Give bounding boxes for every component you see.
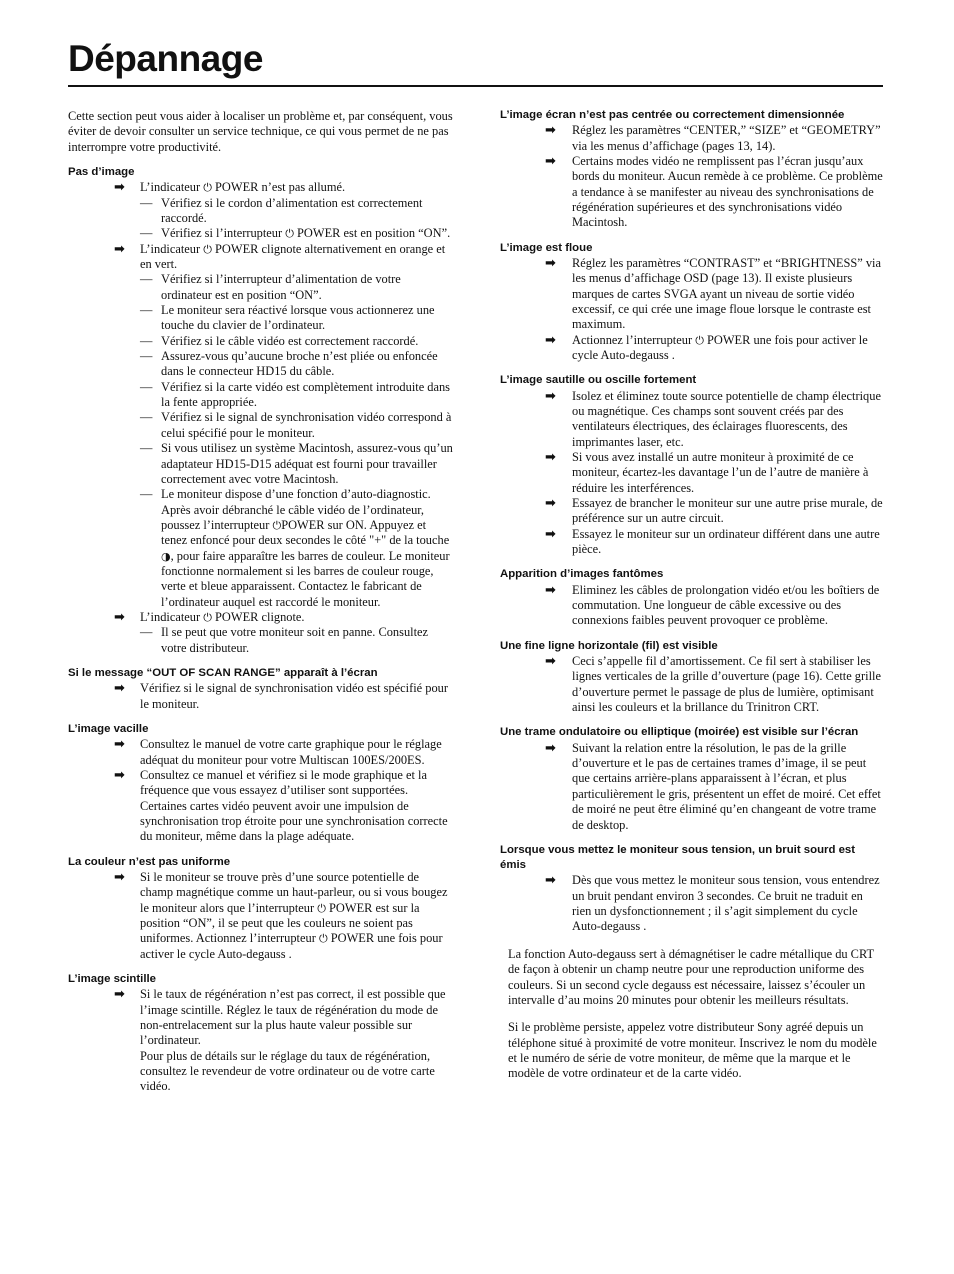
bullet: ➡ Vérifiez si le signal de synchronisation vidéo est spécifié pour le moniteur. (114, 681, 448, 711)
page-title: Dépannage (68, 38, 263, 79)
bullet: ➡ Consultez le manuel de votre carte graphique pour le réglage adéquat du moniteur pour votre Multiscan 100ES/200ES. (114, 737, 442, 767)
degauss-note: La fonction Auto-degauss sert à démagnétiser le cadre métallique du CRT de façon à obtenir un champ neutre pour une reproduction uniforme des couleurs. Si un second cycle degauss est nécessaire, laissez s’écouler un intervalle d’au moins 20 minutes pour obtenir les meilleurs résultats. (508, 946, 874, 1007)
section-damper-wire (500, 639, 884, 716)
bullet: ➡ Si le taux de régénération n’est pas correct, il est possible que l’image scintille. Réglez le taux de régénération du mode de non-entrelacement sur la plus haute valeur possible sur l’ordinateur. (114, 987, 446, 1048)
arrow-right-icon: ➡ (545, 388, 556, 404)
half-circle-icon: ◑ (161, 549, 171, 563)
bullet: ➡ Dès que vous mettez le moniteur sous tension, vous entendrez un bruit pendant environ 3 secondes. Ce bruit ne traduit en rien un dysfonctionnement ; il s’agit simplement du cycle Auto-degauss . (545, 873, 880, 934)
section-heading: Si le message “OUT OF SCAN RANGE” apparaît à l’écran (68, 666, 378, 679)
arrow-right-icon: ➡ (545, 496, 556, 512)
arrow-right-icon: ➡ (545, 740, 556, 756)
contact-note: Si le problème persiste, appelez votre distributeur Sony agréé depuis un téléphone situé à proximité de votre moniteur. Inscrivez le nom du modèle et le numéro de série de votre moniteur, de même que la marque et le modèle de votre ordinateur et de la carte vidéo. (508, 1020, 877, 1081)
bullet: ➡ L’indicateur ⏻ POWER clignote alternativement en orange et en vert. (114, 241, 446, 272)
section-moire (500, 725, 884, 832)
section-heading: Une fine ligne horizontale (fil) est visible (500, 639, 718, 652)
left-column (68, 108, 453, 1095)
section-heading: L’image scintille (68, 973, 156, 986)
arrow-right-icon: ➡ (545, 582, 556, 598)
power-icon: ⏻ (695, 333, 704, 347)
sub-bullet: — Vérifiez si le cordon d’alimentation est correctement raccordé. (140, 195, 423, 226)
bullet: ➡ Consultez ce manuel et vérifiez si le mode graphique et la fréquence que vous essayez d’utiliser sont supportées. Certaines cartes vidéo peuvent avoir une impulsion de synchronisation trop étroite pour une synchronisation correcte du moniteur, même dans la plage adéquate. (114, 767, 448, 844)
arrow-right-icon: ➡ (545, 450, 556, 466)
section-image-flicker (68, 722, 453, 845)
intro-paragraph: Cette section peut vous aider à localiser un problème et, par conséquent, vous éviter de devoir consulter un service technique, ce qui vous permet de ne pas interrompre votre productivité. (68, 109, 453, 154)
power-icon: ⏻ (203, 181, 212, 195)
bullet: ➡ Eliminez les câbles de prolongation vidéo et/ou les boîtiers de commutation. Une longueur de câble excessive ou des connexions faibles peuvent provoquer ce problème. (545, 582, 880, 628)
section-jitter (500, 373, 884, 557)
section-out-of-scan-range (68, 666, 453, 712)
sub-bullet: — Vérifiez si l’interrupteur ⏻ POWER est en position “ON”. (140, 226, 451, 241)
bullet: ➡ Certains modes vidéo ne remplissent pas l’écran jusqu’aux bords du moniteur. Aucun remède à ce problème. Ce problème a tendance à se manifester au niveau des synchronisations de régénération supérieures et des synchronisations vidéo Macintosh. (545, 153, 883, 230)
bullet: ➡ Réglez les paramètres “CENTER,” “SIZE” et “GEOMETRY” via les menus d’affichage (pages 13, 14). (545, 123, 881, 153)
bullet: ➡ Si le moniteur se trouve près d’une source potentielle de champ magnétique comme un haut-parleur, ou si vous bougez le moniteur alors que l’interrupteur ⏻ POWER est sur la position “ON”, il se peut que les couleurs ne soient pas uniformes. Actionnez l’interrupteur ⏻ POWER une fois pour activer le cycle Auto-degauss . (114, 869, 448, 961)
bullet: ➡ L’indicateur ⏻ POWER n’est pas allumé. (114, 180, 346, 196)
arrow-right-icon: ➡ (114, 869, 125, 885)
sub-bullet: — Le moniteur dispose d’une fonction d’auto-diagnostic. Après avoir débranché le câble vidéo de l’ordinateur, poussez l’interrupteur ⏻POWER sur ON. Appuyez et tenez enfoncé pour deux secondes le côté "+" de la touche ◑, pour faire apparaître les barres de couleur. Le moniteur fonctionne normalement si les barres de couleur rouge, verte et bleue apparaissent. Contactez le fabricant de l’ordinateur auquel est raccordé le moniteur. (140, 487, 450, 609)
section-heading: La couleur n’est pas uniforme (68, 855, 231, 868)
section-no-image (68, 165, 453, 656)
arrow-right-icon: ➡ (545, 526, 556, 542)
section-heading: L’image vacille (68, 722, 149, 735)
section-not-centered (500, 108, 884, 231)
bullet: ➡ Suivant la relation entre la résolution, le pas de la grille d’ouverture et le pas de certaines trames d’image, il se peut que certains arrière-plans apparaissent à l’écran, et plus particulièrement le gris, présentent un effet de moiré. Cet effet de moiré ne peut être éliminé qu’en changeant de votre trame de desktop. (545, 740, 881, 832)
bullet: ➡ Réglez les paramètres “CONTRAST” et “BRIGHTNESS” via les menus d’affichage OSD (page 13). Il existe plusieurs marques de cartes SVGA ayant un niveau de sortie vidéo excessif, ce qui crée une image floue lorsque le contraste est maximum. (545, 256, 881, 332)
sub-bullet: — Vérifiez si la carte vidéo est complètement introduite dans la fente appropriée. (140, 379, 451, 410)
power-icon: ⏻ (203, 242, 212, 256)
bullet: ➡ Essayez de brancher le moniteur sur une autre prise murale, de préférence sur un autre circuit. (545, 496, 883, 526)
arrow-right-icon: ➡ (545, 123, 556, 139)
bullet: ➡ Actionnez l’interrupteur ⏻ POWER une fois pour activer le cycle Auto-degauss . (545, 332, 868, 363)
bullet: ➡ Essayez le moniteur sur un ordinateur différent dans une autre pièce. (545, 526, 880, 557)
sub-bullet: — Assurez-vous qu’aucune broche n’est pliée ou enfoncée dans le connecteur HD15 du câble. (140, 349, 438, 379)
section-color-not-uniform (68, 855, 453, 962)
bullet: ➡ Isolez et éliminez toute source potentielle de champ électrique ou magnétique. Ces champs sont souvent créés par des ventilateurs électriques, des éclairages fluorescents, des imprimantes laser, etc. (545, 388, 881, 449)
section-hum-noise (500, 843, 884, 935)
title-rule (68, 85, 883, 87)
sub-bullet: — Il se peut que votre moniteur soit en panne. Consultez votre distributeur. (140, 625, 429, 655)
power-icon: ⏻ (318, 932, 328, 946)
arrow-right-icon: ➡ (545, 153, 556, 169)
arrow-right-icon: ➡ (114, 987, 125, 1003)
sub-bullet: — Vérifiez si le câble vidéo est correctement raccordé. (140, 333, 419, 348)
section-heading: Apparition d’images fantômes (500, 568, 664, 581)
arrow-right-icon: ➡ (545, 256, 556, 271)
section-blurry (500, 241, 884, 364)
bullet: ➡ Si vous avez installé un autre moniteur à proximité de ce moniteur, écartez-les davantage l’un de l’autre de manière à réduire les interférences. (545, 450, 869, 495)
arrow-right-icon: ➡ (114, 180, 125, 196)
arrow-right-icon: ➡ (545, 873, 556, 889)
section-image-scintille (68, 972, 453, 1095)
bullet-continuation: Pour plus de détails sur le réglage du taux de régénération, consultez le revendeur de votre ordinateur ou de votre carte vidéo. (140, 1048, 435, 1094)
sub-bullet: — Vérifiez si l’interrupteur d’alimentation de votre ordinateur est en position “ON”. (140, 272, 401, 302)
sub-bullet: — Si vous utilisez un système Macintosh, assurez-vous qu’un adaptateur HD15-D15 adéquat est fourni pour travailler correctement avec votre Macintosh. (140, 441, 453, 486)
power-icon: ⏻ (317, 901, 326, 915)
sub-bullet: — Le moniteur sera réactivé lorsque vous actionnerez une touche du clavier de l’ordinateur. (140, 303, 435, 333)
section-ghost-images (500, 567, 884, 628)
power-icon: ⏻ (203, 610, 212, 624)
arrow-right-icon: ➡ (114, 609, 125, 625)
section-heading: L’image écran n’est pas centrée ou correctement dimensionnée (500, 109, 845, 121)
arrow-right-icon: ➡ (114, 737, 125, 753)
power-icon: ⏻ (285, 227, 294, 241)
arrow-right-icon: ➡ (114, 681, 125, 697)
section-heading: L’image sautille ou oscille fortement (500, 374, 697, 387)
right-column (500, 108, 884, 1082)
arrow-right-icon: ➡ (545, 654, 556, 670)
bullet: ➡ Ceci s’appelle fil d’amortissement. Ce fil sert à stabiliser les lignes verticales de la grille d’ouverture (page 16). Cette grille d’ouverture permet le passage de plus de lumière, optimisant ainsi les couleurs et la brillance du Trinitron CRT. (545, 654, 881, 715)
arrow-right-icon: ➡ (114, 241, 125, 257)
sub-bullet: — Vérifiez si le signal de synchronisation vidéo correspond à celui spécifié pour le moniteur. (140, 410, 452, 440)
section-heading: Pas d’image (68, 166, 135, 179)
section-heading: Une trame ondulatoire ou elliptique (moirée) est visible sur l’écran (500, 726, 859, 739)
section-heading: L’image est floue (500, 241, 593, 254)
section-heading: Lorsque vous mettez le moniteur sous tension, un bruit sourd est émis (500, 843, 856, 872)
arrow-right-icon: ➡ (545, 332, 556, 348)
bullet: ➡ L’indicateur ⏻ POWER clignote. (114, 609, 305, 625)
power-icon: ⏻ (272, 518, 282, 532)
arrow-right-icon: ➡ (114, 767, 125, 783)
